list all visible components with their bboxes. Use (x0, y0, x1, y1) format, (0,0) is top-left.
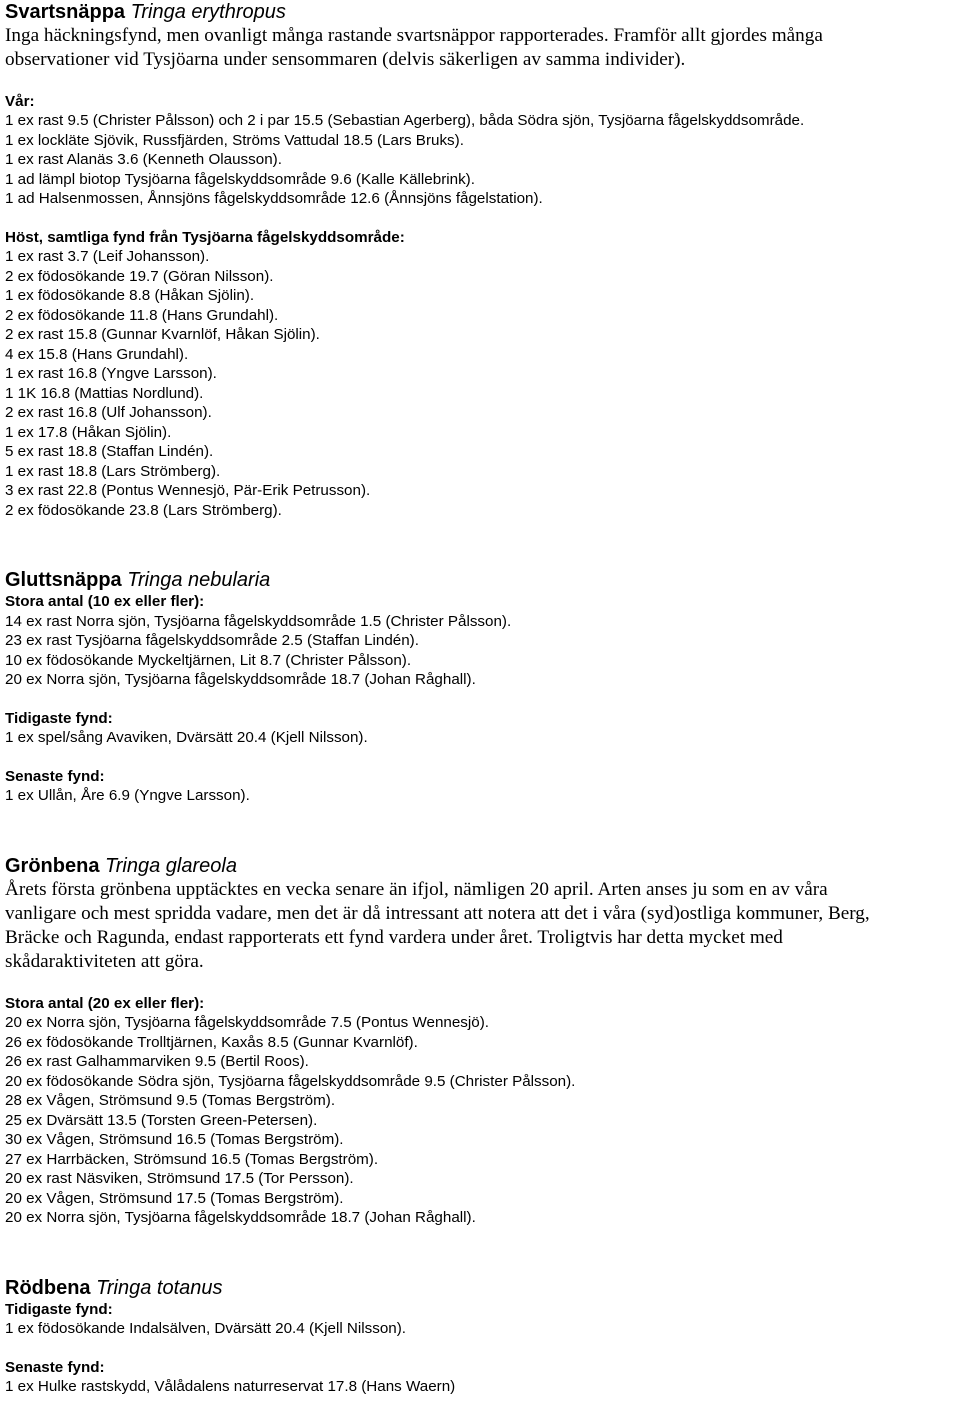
record-line: 1 ex lockläte Sjövik, Russfjärden, Ströms Vattudal 18.5 (Lars Bruks). (5, 131, 464, 149)
record-line: 1 ex rast 9.5 (Christer Pålsson) och 2 i par 15.5 (Sebastian Agerberg), båda Södra sjön, Tysjöarna fågelskyddsområde. (5, 112, 805, 130)
subheading-large-numbers: Stora antal (20 ex eller fler): (5, 994, 205, 1012)
record-line: 20 ex Norra sjön, Tysjöarna fågelskyddsområde 18.7 (Johan Råghall). (5, 1209, 476, 1227)
record-line: 23 ex rast Tysjöarna fågelskyddsområde 2.5 (Staffan Lindén). (5, 632, 419, 650)
record-line: 26 ex rast Galhammarviken 9.5 (Bertil Roos). (5, 1053, 309, 1071)
record-line: 27 ex Harrbäcken, Strömsund 16.5 (Tomas Bergström). (5, 1150, 379, 1168)
record-line: 20 ex Norra sjön, Tysjöarna fågelskyddsområde 7.5 (Pontus Wennesjö). (5, 1014, 490, 1032)
record-line: 20 ex Norra sjön, Tysjöarna fågelskyddsområde 18.7 (Johan Råghall). (5, 671, 476, 689)
section-svartsnappa (5, 0, 957, 520)
record-line: 1 ex rast 3.7 (Leif Johansson). (5, 248, 210, 266)
subheading-autumn: Höst, samtliga fynd från Tysjöarna fågelskyddsområde: (5, 228, 405, 246)
record-line: 20 ex födosökande Södra sjön, Tysjöarna fågelskyddsområde 9.5 (Christer Pålsson). (5, 1072, 576, 1090)
record-line: 25 ex Dvärsätt 13.5 (Torsten Green-Petersen). (5, 1111, 318, 1129)
record-line: 1 ex rast Alanäs 3.6 (Kenneth Olausson). (5, 151, 282, 169)
record-line: 1 ex rast 18.8 (Lars Strömberg). (5, 462, 221, 480)
record-line: 1 ex spel/sång Avaviken, Dvärsätt 20.4 (Kjell Nilsson). (5, 729, 368, 747)
record-line: 1 ex rast 16.8 (Yngve Larsson). (5, 365, 217, 383)
species-heading (5, 854, 957, 878)
record-line: 4 ex 15.8 (Hans Grundahl). (5, 345, 189, 363)
document-page (5, 0, 957, 1397)
record-line: 28 ex Vågen, Strömsund 9.5 (Tomas Bergström). (5, 1092, 336, 1110)
intro-line: skådaraktiviteten att göra. (5, 951, 204, 973)
subheading-latest: Senaste fynd: (5, 767, 105, 785)
record-line: 1 ex Ullån, Åre 6.9 (Yngve Larsson). (5, 787, 250, 805)
subheading-earliest: Tidigaste fynd: (5, 1300, 113, 1318)
record-line: 2 ex födosökande 19.7 (Göran Nilsson). (5, 267, 274, 285)
record-line: 20 ex Vågen, Strömsund 17.5 (Tomas Bergström). (5, 1189, 344, 1207)
intro-line: Bräcke och Ragunda, endast rapporterats ett fynd vardera under året. Troligtvis har detta mycket med (5, 927, 783, 949)
species-heading (5, 0, 957, 24)
species-heading (5, 1276, 957, 1300)
species-latin: Tringa glareola (105, 854, 237, 877)
subheading-latest: Senaste fynd: (5, 1358, 105, 1376)
record-line: 1 ex Hulke rastskydd, Vålådalens naturreservat 17.8 (Hans Waern) (5, 1378, 456, 1396)
record-line: 1 ex 17.8 (Håkan Sjölin). (5, 423, 172, 441)
species-name: Svartsnäppa (5, 1, 126, 23)
species-name: Gluttsnäppa (5, 569, 122, 592)
record-line: 10 ex födosökande Myckeltjärnen, Lit 8.7 (Christer Pålsson). (5, 651, 412, 669)
record-line: 2 ex rast 15.8 (Gunnar Kvarnlöf, Håkan Sjölin). (5, 326, 320, 344)
record-line: 14 ex rast Norra sjön, Tysjöarna fågelskyddsområde 1.5 (Christer Pålsson). (5, 612, 512, 630)
record-line: 1 ex födosökande Indalsälven, Dvärsätt 20.4 (Kjell Nilsson). (5, 1320, 406, 1338)
record-line: 2 ex födosökande 11.8 (Hans Grundahl). (5, 306, 279, 324)
record-line: 2 ex rast 16.8 (Ulf Johansson). (5, 404, 212, 422)
species-heading (5, 568, 957, 592)
record-line: 1 1K 16.8 (Mattias Nordlund). (5, 384, 204, 402)
record-line: 20 ex rast Näsviken, Strömsund 17.5 (Tor Persson). (5, 1170, 354, 1188)
record-line: 1 ad Halsenmossen, Ånnsjöns fågelskyddsområde 12.6 (Ånnsjöns fågelstation). (5, 190, 543, 208)
subheading-earliest: Tidigaste fynd: (5, 709, 113, 727)
section-gluttsnappa (5, 568, 957, 806)
record-line: 5 ex rast 18.8 (Staffan Lindén). (5, 443, 214, 461)
intro-line: vanligare och mest spridda vadare, men det är då intressant att notera att det i våra (syd)ostliga kommuner, Berg, (5, 902, 870, 924)
record-line: 1 ad lämpl biotop Tysjöarna fågelskyddsområde 9.6 (Kalle Källebrink). (5, 170, 475, 188)
species-latin: Tringa totanus (96, 1276, 223, 1299)
subheading-spring: Vår: (5, 92, 35, 110)
species-name: Grönbena (5, 854, 100, 877)
intro-line: Årets första grönbena upptäcktes en vecka senare än ifjol, nämligen 20 april. Arten anses ju som en av våra (5, 878, 828, 900)
intro-line: Inga häckningsfynd, men ovanligt många rastande svartsnäppor rapporterades. Framför allt gjordes många (5, 25, 823, 46)
record-line: 3 ex rast 22.8 (Pontus Wennesjö, Pär-Erik Petrusson). (5, 482, 371, 500)
section-gronbena (5, 854, 957, 1228)
species-latin: Tringa nebularia (127, 569, 271, 592)
species-latin: Tringa erythropus (130, 1, 286, 23)
species-name: Rödbena (5, 1276, 91, 1299)
record-line: 1 ex födosökande 8.8 (Håkan Sjölin). (5, 287, 255, 305)
subheading-large-numbers: Stora antal (10 ex eller fler): (5, 593, 205, 611)
intro-line: observationer vid Tysjöarna under sensommaren (delvis säkerligen av samma individer). (5, 49, 686, 71)
record-line: 26 ex födosökande Trolltjärnen, Kaxås 8.5 (Gunnar Kvarnlöf). (5, 1033, 418, 1051)
record-line: 30 ex Vågen, Strömsund 16.5 (Tomas Bergström). (5, 1131, 344, 1149)
section-rodbena (5, 1276, 957, 1397)
record-line: 2 ex födosökande 23.8 (Lars Strömberg). (5, 501, 282, 519)
